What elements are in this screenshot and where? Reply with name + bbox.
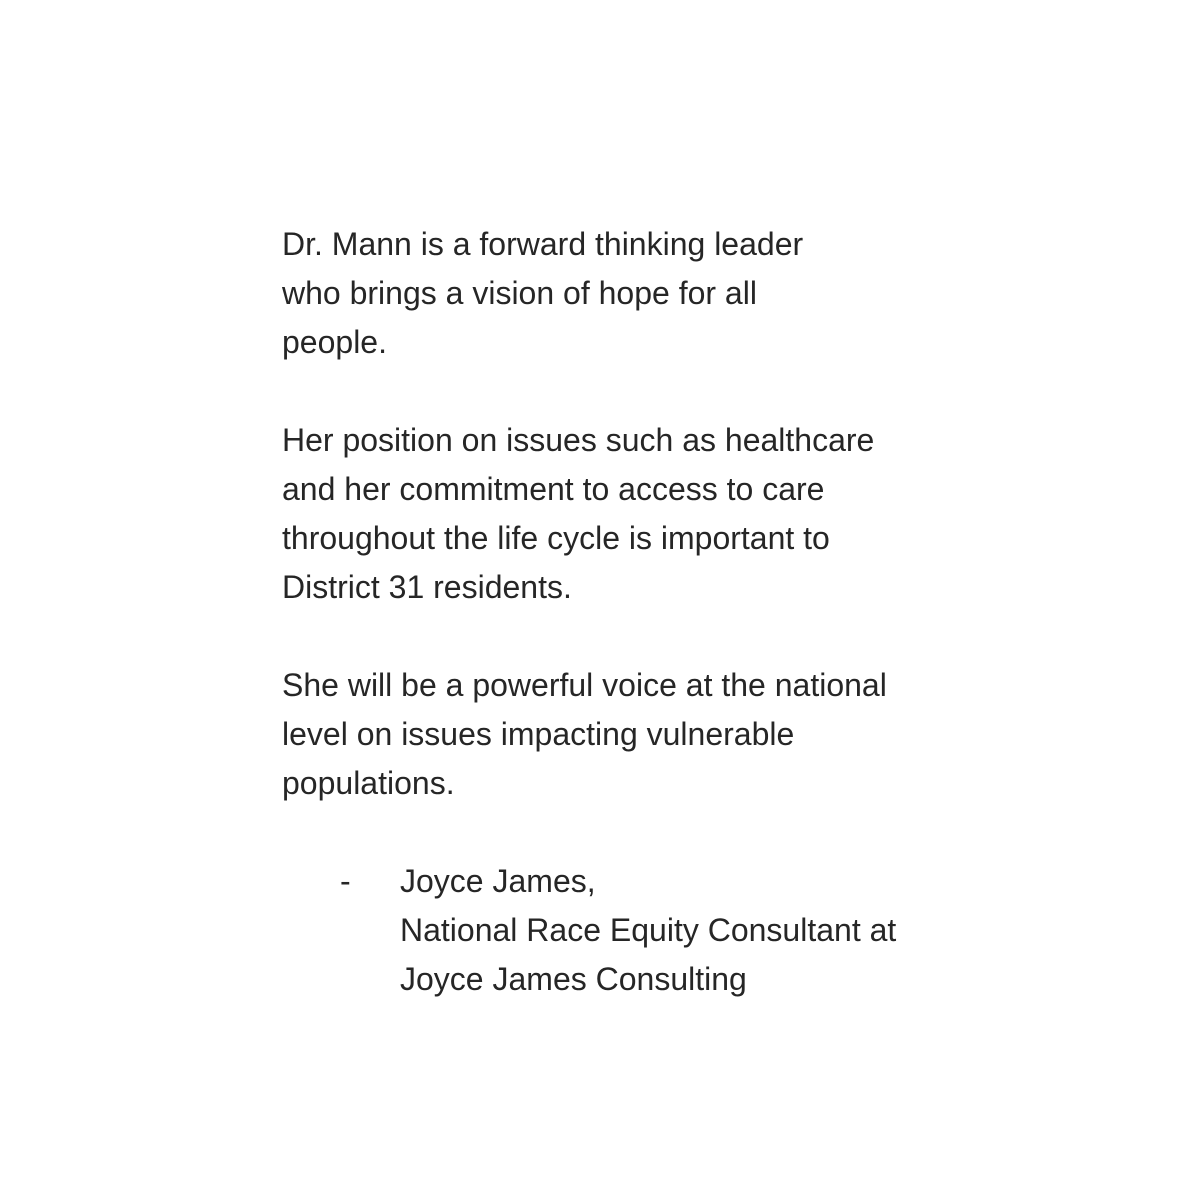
text-line: Her position on issues such as healthcare (282, 422, 875, 458)
quote-body (282, 220, 1002, 857)
quote-paragraph-3 (282, 661, 1002, 808)
text-line: Dr. Mann is a forward thinking leader (282, 226, 804, 262)
text-line: level on issues impacting vulnerable (282, 716, 795, 752)
text-line: She will be a powerful voice at the national (282, 667, 887, 703)
attribution-title: National Race Equity Consultant at (400, 912, 897, 948)
text-line: who brings a vision of hope for all (282, 275, 757, 311)
attribution-dash: - (340, 863, 351, 899)
text-line: populations. (282, 765, 455, 801)
text-line: and her commitment to access to care (282, 471, 825, 507)
text-line: throughout the life cycle is important to (282, 520, 830, 556)
text-line: District 31 residents. (282, 569, 572, 605)
text-line: people. (282, 324, 387, 360)
quote-paragraph-2 (282, 416, 1002, 612)
attribution-name: Joyce James, (400, 863, 596, 899)
attribution-lines (400, 857, 896, 1004)
quote-paragraph-1 (282, 220, 1002, 367)
attribution-organization: Joyce James Consulting (400, 961, 747, 997)
